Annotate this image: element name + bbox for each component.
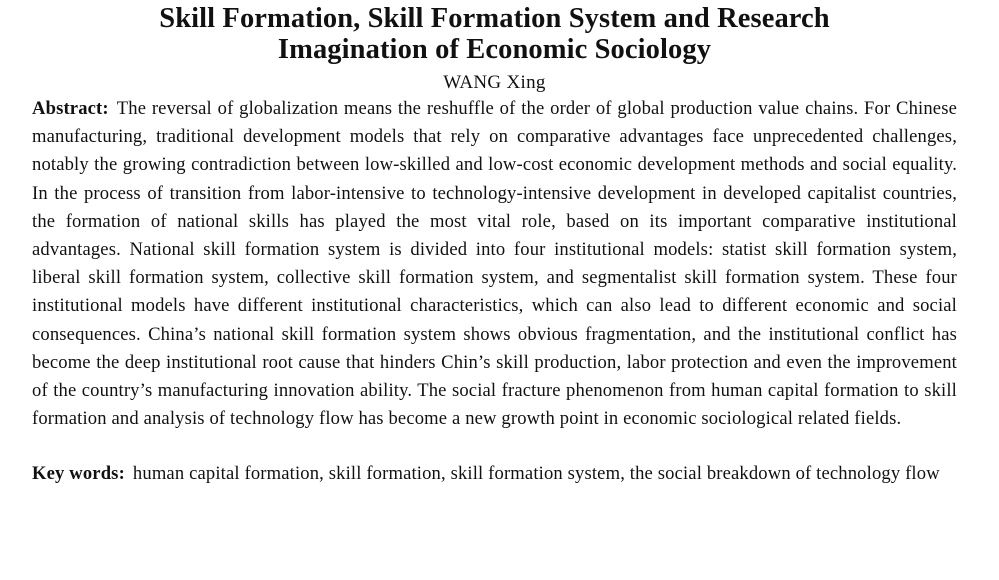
author-name: WANG Xing	[443, 72, 546, 93]
keywords-paragraph	[32, 461, 957, 487]
abstract-paragraph	[32, 95, 957, 433]
paper-title-line-1: Skill Formation, Skill Formation System and Research	[159, 3, 830, 34]
abstract-label: Abstract:	[32, 98, 109, 119]
paper-title-line-2: Imagination of Economic Sociology	[277, 34, 712, 65]
paper-title	[32, 0, 957, 65]
paper-abstract-page	[32, 0, 957, 487]
keywords-label: Key words:	[32, 463, 125, 485]
keywords-text: human capital formation, skill formation, skill formation system, the social breakdown of technology flow	[132, 463, 940, 485]
abstract-text: The reversal of globalization means the reshuffle of the order of global production value chains. For Chinese manufacturing, traditional development models that rely on comparative advantages face unprecedented challenges, notably the growing contradiction between low-skilled and low-cost economic development methods and social equality. In the process of transition from labor-intensive to technology-intensive development in developed capitalist countries, the formation of national skills has played the most vital role, based on its important comparative institutional advantages. National skill formation system is divided into four institutional models: statist skill formation system, liberal skill formation system, collective skill formation system, and segmentalist skill formation system. These four institutional models have different institutional characteristics, which can also lead to different economic and social consequences. China’s national skill formation system shows obvious fragmentation, and the institutional conflict has become the deep institutional root cause that hinders Chin’s skill production, labor protection and even the improvement of the country’s manufacturing innovation ability. The social fracture phenomenon from human capital formation to skill formation and analysis of technology flow has become a new growth point in economic sociological related fields.	[32, 98, 957, 430]
